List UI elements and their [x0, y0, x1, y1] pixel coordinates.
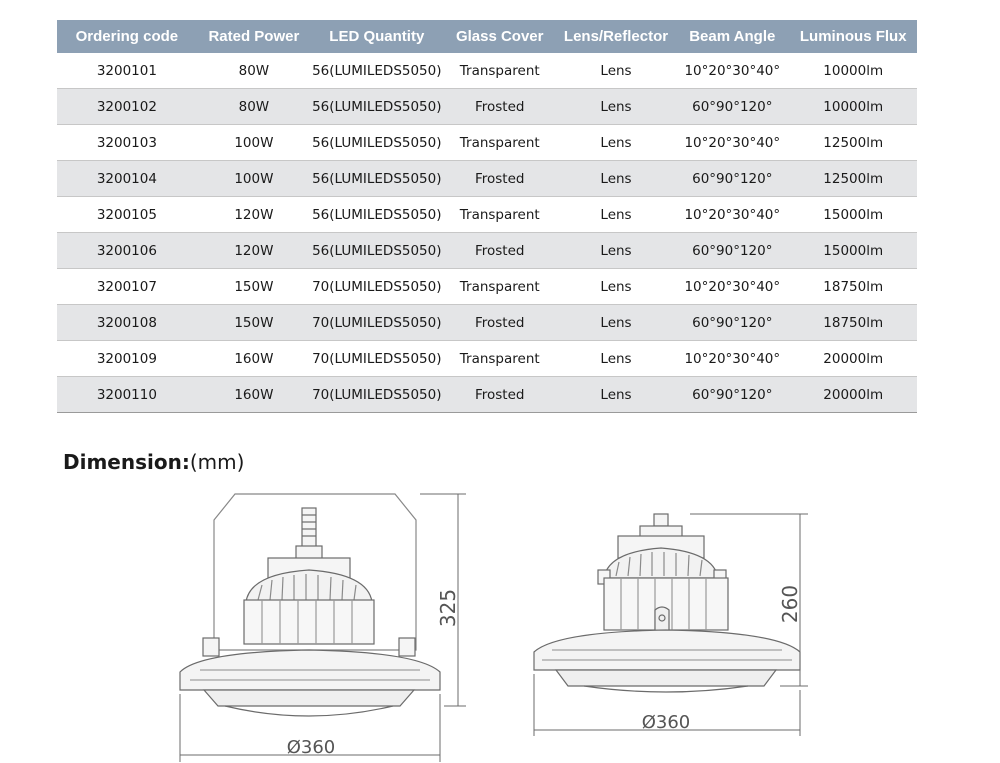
table-body [57, 53, 917, 413]
cell-lens-reflector: Lens [557, 125, 675, 161]
cell-beam-angle: 60°90°120° [675, 161, 789, 197]
table-row [57, 377, 917, 413]
header-luminous-flux: Luminous Flux [789, 20, 917, 53]
table-row [57, 305, 917, 341]
cell-luminous-flux: 10000lm [789, 89, 917, 125]
header-lens-reflector: Lens/Reflector [557, 20, 675, 53]
cell-led-quantity: 70(LUMILEDS5050) [311, 305, 443, 341]
cell-lens-reflector: Lens [557, 341, 675, 377]
cell-led-quantity: 56(LUMILEDS5050) [311, 53, 443, 89]
cell-luminous-flux: 12500lm [789, 161, 917, 197]
cell-luminous-flux: 18750lm [789, 269, 917, 305]
cell-beam-angle: 10°20°30°40° [675, 53, 789, 89]
cell-led-quantity: 56(LUMILEDS5050) [311, 125, 443, 161]
cell-beam-angle: 60°90°120° [675, 305, 789, 341]
cell-glass-cover: Transparent [443, 341, 557, 377]
spec-table [57, 20, 917, 413]
cell-beam-angle: 10°20°30°40° [675, 197, 789, 233]
cell-rated-power: 160W [197, 341, 311, 377]
cell-rated-power: 80W [197, 53, 311, 89]
header-rated-power: Rated Power [197, 20, 311, 53]
cell-luminous-flux: 18750lm [789, 305, 917, 341]
cell-rated-power: 150W [197, 305, 311, 341]
cell-beam-angle: 10°20°30°40° [675, 269, 789, 305]
cell-ordering-code: 3200104 [57, 161, 197, 197]
cell-led-quantity: 56(LUMILEDS5050) [311, 233, 443, 269]
cell-rated-power: 120W [197, 233, 311, 269]
cell-glass-cover: Transparent [443, 197, 557, 233]
cell-rated-power: 100W [197, 125, 311, 161]
header-glass-cover: Glass Cover [443, 20, 557, 53]
cell-ordering-code: 3200105 [57, 197, 197, 233]
cell-ordering-code: 3200108 [57, 305, 197, 341]
cell-rated-power: 120W [197, 197, 311, 233]
drawing-right-height-label: 260 [778, 584, 802, 624]
header-ordering-code: Ordering code [57, 20, 197, 53]
cell-luminous-flux: 12500lm [789, 125, 917, 161]
cell-ordering-code: 3200106 [57, 233, 197, 269]
cell-lens-reflector: Lens [557, 161, 675, 197]
cell-glass-cover: Frosted [443, 161, 557, 197]
cell-ordering-code: 3200103 [57, 125, 197, 161]
cell-luminous-flux: 15000lm [789, 197, 917, 233]
drawing-left-lamp [180, 494, 440, 716]
cell-luminous-flux: 10000lm [789, 53, 917, 89]
drawing-right-lamp [534, 514, 800, 692]
cell-lens-reflector: Lens [557, 233, 675, 269]
cell-glass-cover: Frosted [443, 89, 557, 125]
cell-luminous-flux: 15000lm [789, 233, 917, 269]
cell-ordering-code: 3200101 [57, 53, 197, 89]
cell-beam-angle: 60°90°120° [675, 233, 789, 269]
drawing-left-height-label: 325 [436, 588, 460, 628]
cell-glass-cover: Frosted [443, 233, 557, 269]
cell-lens-reflector: Lens [557, 377, 675, 413]
table-row [57, 161, 917, 197]
cell-luminous-flux: 20000lm [789, 341, 917, 377]
cell-glass-cover: Frosted [443, 305, 557, 341]
cell-led-quantity: 70(LUMILEDS5050) [311, 269, 443, 305]
table-row [57, 53, 917, 89]
cell-ordering-code: 3200102 [57, 89, 197, 125]
table-header [57, 20, 917, 53]
header-led-quantity: LED Quantity [311, 20, 443, 53]
table-row [57, 89, 917, 125]
table-row [57, 233, 917, 269]
drawing-left-diameter-label: Ø360 [286, 737, 336, 758]
dimension-label: Dimension: [63, 450, 190, 474]
cell-beam-angle: 10°20°30°40° [675, 341, 789, 377]
cell-lens-reflector: Lens [557, 305, 675, 341]
cell-lens-reflector: Lens [557, 197, 675, 233]
table-row [57, 197, 917, 233]
table-row [57, 125, 917, 161]
cell-luminous-flux: 20000lm [789, 377, 917, 413]
cell-ordering-code: 3200109 [57, 341, 197, 377]
table-row [57, 269, 917, 305]
cell-lens-reflector: Lens [557, 89, 675, 125]
cell-glass-cover: Transparent [443, 269, 557, 305]
dimension-unit: (mm) [189, 450, 245, 474]
cell-lens-reflector: Lens [557, 53, 675, 89]
dimension-heading [63, 450, 244, 474]
cell-rated-power: 160W [197, 377, 311, 413]
cell-beam-angle: 10°20°30°40° [675, 125, 789, 161]
cell-rated-power: 100W [197, 161, 311, 197]
dimension-drawings [0, 480, 1000, 763]
cell-glass-cover: Transparent [443, 53, 557, 89]
cell-lens-reflector: Lens [557, 269, 675, 305]
cell-led-quantity: 56(LUMILEDS5050) [311, 161, 443, 197]
cell-ordering-code: 3200107 [57, 269, 197, 305]
cell-led-quantity: 70(LUMILEDS5050) [311, 377, 443, 413]
cell-rated-power: 80W [197, 89, 311, 125]
table-row [57, 341, 917, 377]
cell-beam-angle: 60°90°120° [675, 377, 789, 413]
cell-glass-cover: Transparent [443, 125, 557, 161]
cell-beam-angle: 60°90°120° [675, 89, 789, 125]
cell-ordering-code: 3200110 [57, 377, 197, 413]
drawing-right-diameter-label: Ø360 [641, 712, 691, 733]
cell-glass-cover: Frosted [443, 377, 557, 413]
cell-led-quantity: 56(LUMILEDS5050) [311, 89, 443, 125]
cell-rated-power: 150W [197, 269, 311, 305]
header-beam-angle: Beam Angle [675, 20, 789, 53]
cell-led-quantity: 56(LUMILEDS5050) [311, 197, 443, 233]
cell-led-quantity: 70(LUMILEDS5050) [311, 341, 443, 377]
